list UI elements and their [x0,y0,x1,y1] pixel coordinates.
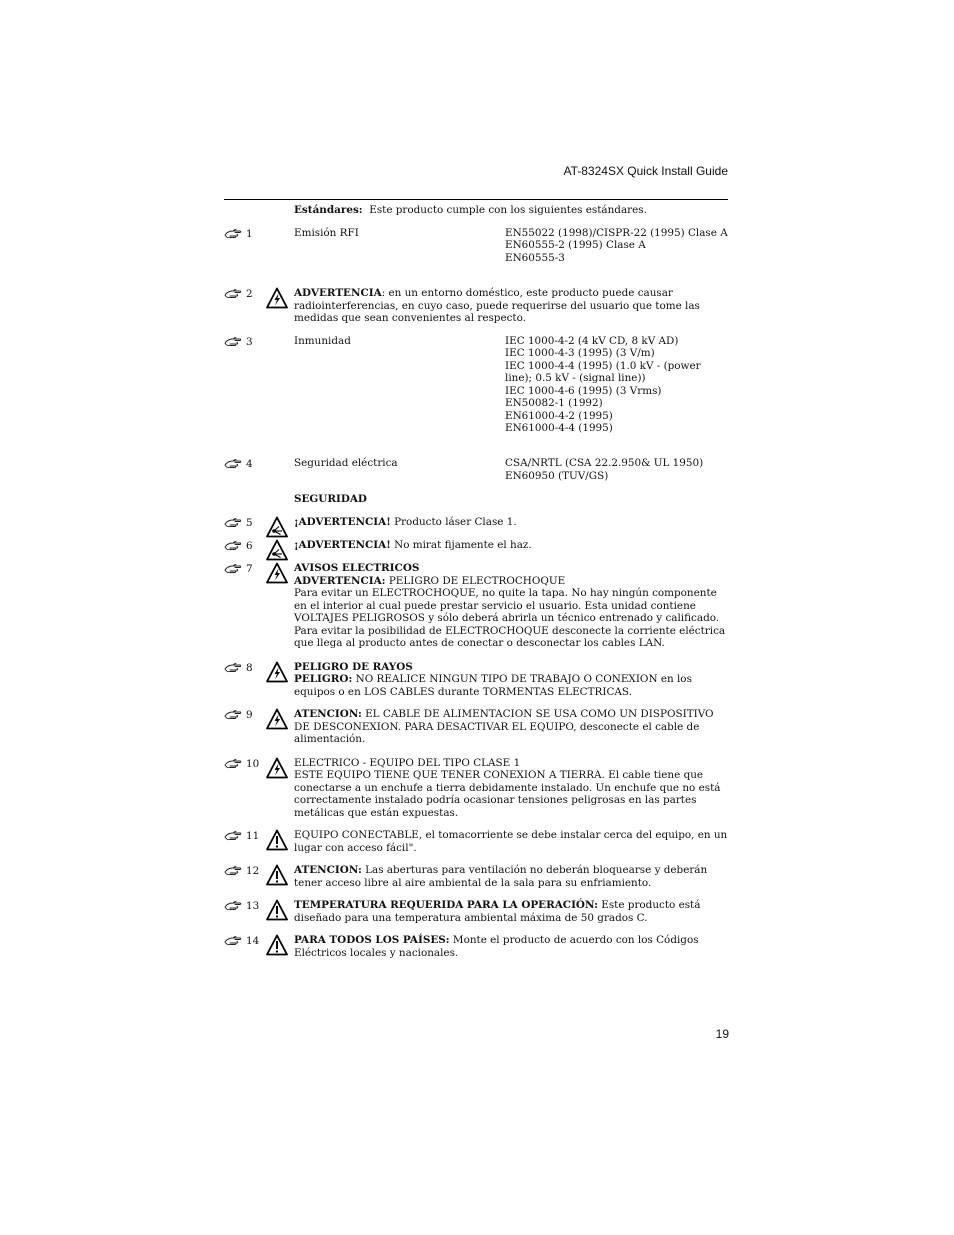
item-10 [224,757,730,820]
item-text [294,562,730,650]
item-6 [224,539,730,552]
value-line: EN60950 (TUV/GS) [505,469,609,482]
item-number: 14 [246,935,260,947]
pointing-hand-icon [224,227,242,239]
item-text [294,516,730,529]
item-text [294,539,730,552]
pointing-hand-icon [224,708,242,720]
item-9 [224,708,730,746]
item-label: Emisión RFI [294,226,359,239]
item-number: 6 [246,539,253,552]
value-line: IEC 1000-4-2 (4 kV CD, 8 kV AD) [505,334,679,347]
item-label: ADVERTENCIA: [294,574,386,587]
item-label: PELIGRO: [294,673,353,685]
value-line: CSA/NRTL (CSA 22.2.950& UL 1950) [505,457,704,469]
item-values [505,457,730,482]
item-4 [224,457,730,483]
item-1 [224,227,730,277]
intro-label: Estándares: [294,204,363,216]
item-text: EQUIPO CONECTABLE, el tomacorriente se debe instalar cerca del equipo, en un lugar con acceso fácil". [294,829,728,854]
item-heading: AVISOS ELECTRICOS [294,562,420,574]
item-label: ATENCION: [294,864,362,876]
item-3 [224,335,730,448]
item-12 [224,864,730,889]
running-header: AT-8324SX Quick Install Guide [563,164,728,178]
item-number: 1 [246,227,253,240]
pointing-hand-icon [224,757,242,769]
pointing-hand-icon [224,864,242,876]
item-values [505,227,730,265]
item-body: Las aberturas para ventilación no deberán bloquearse y deberán tener acceso libre al aire ambiental de la sala para su enfriamiento. [294,864,708,889]
header-rule [224,199,728,200]
item-label: TEMPERATURA REQUERIDA PARA LA OPERACIÓN: [294,899,598,911]
item-number: 13 [246,900,260,912]
pointing-hand-icon [224,899,242,911]
item-body: Este producto está diseñado para una temperatura ambiental máxima de 50 grados C. [294,899,701,924]
caution-warning-icon [266,864,288,886]
item-text [294,934,730,959]
item-11 [224,829,730,854]
section-heading-seguridad [224,493,730,506]
item-14 [224,934,730,959]
electric-warning-icon [266,757,288,779]
item-body: Para evitar un ELECTROCHOQUE, no quite la tapa. No hay ningún componente en el interior al cual puede prestar servicio el usuario. Esta unidad contiene VOLTAJES PELIGROSOS y sólo deberá abrirla un técnico entrenado y calificado. Para evitar la posibilidad de ELECTROCHOQUE desconecte la corriente eléctrica que llega al producto antes de conectar o desconectar los cables LAN. [294,587,726,649]
item-label: ATENCION: [294,708,362,720]
value-line: EN60555-3 [505,251,565,264]
caution-warning-icon [266,899,288,921]
value-line: IEC 1000-4-4 (1995) (1.0 kV - (power line); 0.5 kV - (signal line)) [505,359,701,384]
pointing-hand-icon [224,934,242,946]
item-13 [224,899,730,924]
value-line: EN61000-4-4 (1995) [505,422,613,434]
item-label: PARA TODOS LOS PAÍSES: [294,934,450,946]
item-body: NO REALICE NINGUN TIPO DE TRABAJO O CONEXION en los equipos o en LOS CABLES durante TORMENTAS ELECTRICAS. [294,673,692,698]
value-line: IEC 1000-4-3 (1995) (3 V/m) [505,347,655,359]
item-number: 5 [246,517,253,529]
item-label: ¡ADVERTENCIA! [294,538,391,551]
item-label: ADVERTENCIA [294,287,382,299]
item-text [294,661,730,699]
value-line: EN55022 (1998)/CISPR-22 (1995) Clase A [505,226,728,239]
pointing-hand-icon [224,457,242,469]
item-label-text: PELIGRO DE ELECTROCHOQUE [385,574,566,587]
item-text [294,899,730,924]
item-number: 9 [246,709,253,721]
laser-warning-icon [266,539,288,561]
value-line: EN50082-1 (1992) [505,397,603,409]
item-label: ¡ADVERTENCIA! [294,516,391,528]
item-body: EL CABLE DE ALIMENTACION SE USA COMO UN DISPOSITIVO DE DESCONEXION. PARA DESACTIVAR EL EQUIPO, desconecte el cable de alimentación. [294,708,714,745]
item-number: 12 [246,865,260,877]
standards-intro [224,204,730,217]
section-heading: SEGURIDAD [294,492,367,505]
item-number: 11 [246,830,260,842]
item-heading: ELECTRICO - EQUIPO DEL TIPO CLASE 1 [294,756,521,769]
pointing-hand-icon [224,516,242,528]
item-body: Monte el producto de acuerdo con los Códigos Eléctricos locales y nacionales. [294,934,699,959]
value-line: EN60555-2 (1995) Clase A [505,239,646,251]
value-line: IEC 1000-4-6 (1995) (3 Vrms) [505,384,662,397]
electric-warning-icon [266,287,288,309]
item-heading: PELIGRO DE RAYOS [294,660,413,673]
standards-list [224,204,730,959]
item-body: ESTE EQUIPO TIENE QUE TENER CONEXION A TIERRA. El cable tiene que conectarse a un enchufe a tierra debidamente instalado. Un enchufe que no está correctamente instalado podría ocasionar tensiones peligrosas en las partes metálicas que están expuestas. [294,769,721,819]
pointing-hand-icon [224,562,242,574]
pointing-hand-icon [224,661,242,673]
item-text [294,757,730,820]
intro-text: Este producto cumple con los siguientes estándares. [369,204,647,216]
item-label: Seguridad eléctrica [294,457,398,469]
item-number: 2 [246,288,253,300]
page-number: 19 [715,1027,729,1041]
item-number: 10 [246,757,260,770]
item-text [294,287,730,325]
item-body: No mirat fijamente el haz. [390,538,532,551]
pointing-hand-icon [224,287,242,299]
pointing-hand-icon [224,539,242,551]
item-text [294,864,730,889]
item-number: 7 [246,563,253,575]
caution-warning-icon [266,934,288,956]
item-values [505,335,730,435]
item-number: 8 [246,661,253,674]
item-number: 4 [246,458,253,470]
pointing-hand-icon [224,335,242,347]
pointing-hand-icon [224,829,242,841]
value-line: EN61000-4-2 (1995) [505,409,613,422]
caution-warning-icon [266,829,288,851]
item-7 [224,562,730,650]
item-2 [224,287,730,325]
electric-warning-icon [266,661,288,683]
electric-warning-icon [266,708,288,730]
electric-warning-icon [266,562,288,584]
item-5 [224,516,730,529]
item-body: : en un entorno doméstico, este producto puede causar radiointerferencias, en cuyo caso, puede requerirse del usuario que tome las medidas que sean convenientes al respecto. [294,287,700,324]
item-label: Inmunidad [294,334,351,347]
item-number: 3 [246,335,253,348]
laser-warning-icon [266,516,288,538]
item-text [294,708,730,746]
item-8 [224,661,730,699]
item-body: Producto láser Clase 1. [390,516,517,528]
